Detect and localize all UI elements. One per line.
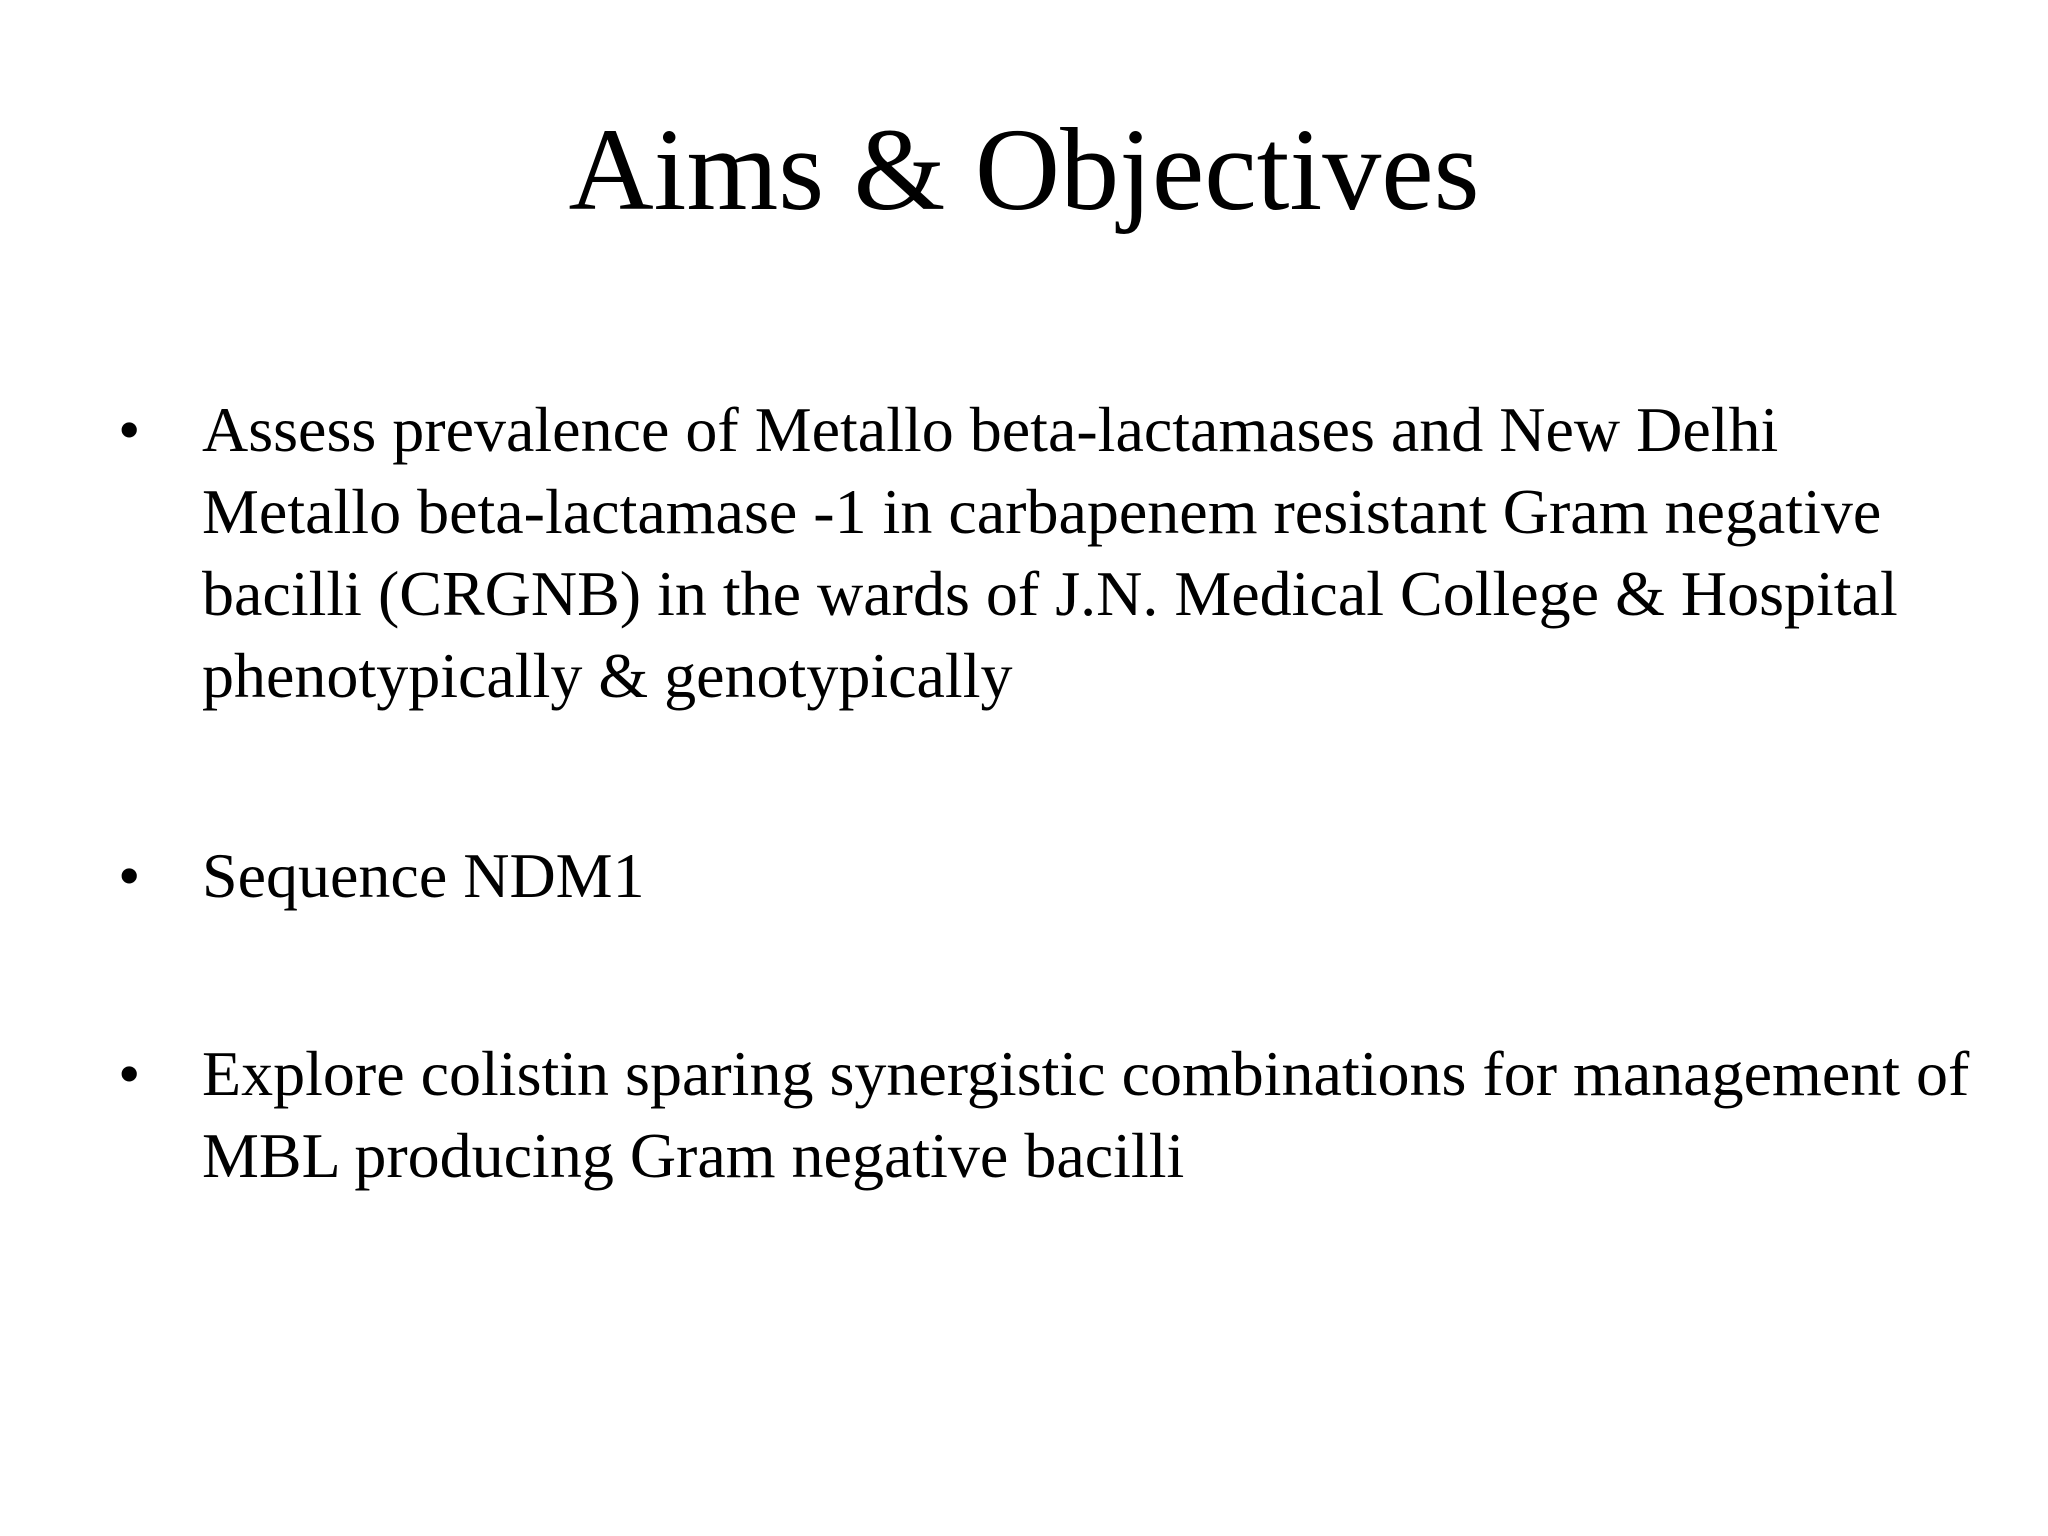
bullet-text: Sequence NDM1 — [202, 840, 645, 911]
slide-title: Aims & Objectives — [568, 104, 1480, 235]
bullet-marker: • — [118, 1038, 141, 1109]
bullet-marker: • — [118, 840, 141, 911]
bullet-text: Explore colistin sparing synergistic combinations for management of MBL producing Gram negative bacilli — [202, 1038, 1970, 1191]
bullet-text: Assess prevalence of Metallo beta-lactamases and New Delhi Metallo beta-lactamase -1 in carbapenem resistant Gram negative bacilli (CRGNB) in the wards of J.N. Medical College & Hospital phenotypically & genotypically — [202, 394, 1898, 711]
bullet-marker: • — [118, 394, 141, 465]
